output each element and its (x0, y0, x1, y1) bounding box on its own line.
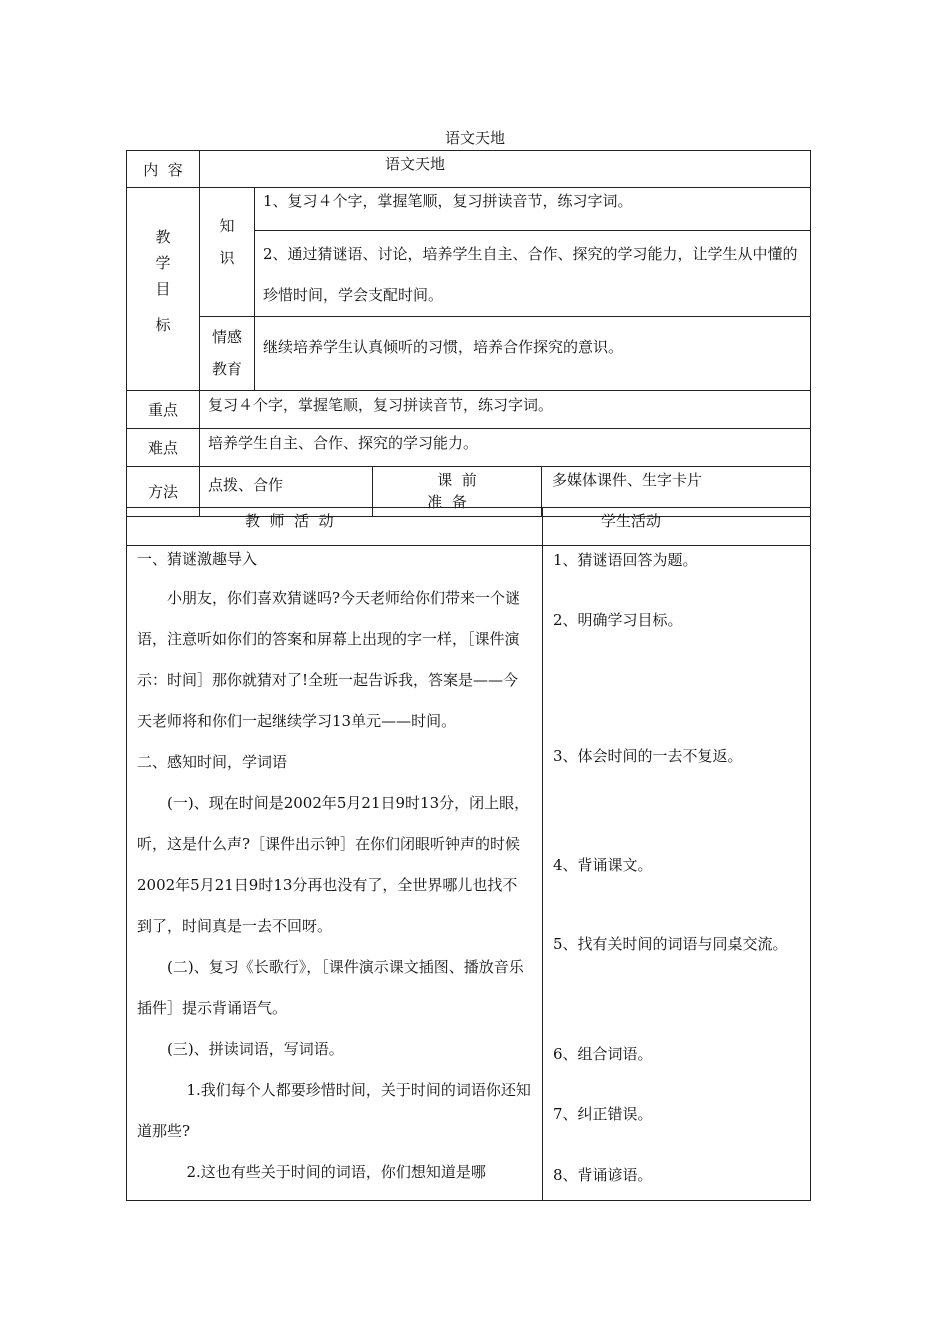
difficulty-label-cell (127, 429, 200, 467)
objectives-label-char: 目 (155, 280, 171, 298)
student-item: 2、明确学习目标。 (553, 611, 683, 629)
teacher-paragraph: 一、猜谜激趣导入 (137, 550, 258, 568)
teacher-paragraph: 二、感知时间，学词语 (137, 753, 288, 771)
content-value: 语文天地 (385, 155, 446, 173)
student-item: 7、纠正错误。 (553, 1105, 653, 1123)
student-header-cell (543, 508, 811, 546)
emotion-text: 继续培养学生认真倾听的习惯，培养合作探究的意识。 (263, 338, 624, 356)
objectives-label-char: 标 (155, 316, 171, 334)
teacher-paragraph: 小朋友，你们喜欢猜谜吗?今天老师给你们带来一个谜语，注意听如你们的答案和屏幕上出现的字一样，［课件演示：时间］那你就猜对了!全班一起告诉我，答案是——今天老师将和你们一起继续学习13单元——时间。 (137, 589, 521, 730)
objectives-label-cell (127, 188, 200, 391)
method-label: 方法 (147, 483, 178, 501)
activities-table (126, 507, 811, 1201)
prep-label-line: 课 前 (437, 471, 477, 489)
document-title: 语文天地 (444, 129, 505, 147)
objectives-label-char: 学 (155, 254, 171, 272)
knowledge-item-1-cell (255, 188, 811, 231)
knowledge-label-char: 知 (219, 217, 235, 235)
emotion-label-line: 情感 (211, 328, 242, 346)
student-item: 1、猜谜语回答为题。 (553, 551, 698, 569)
content-value-cell (200, 151, 811, 188)
teacher-paragraph: (一)、现在时间是2002年5月21日9时13分，闭上眼，听，这是什么声?［课件出示钟］在你们闭眼听钟声的时候2002年5月21日9时13分再也没有了，全世界哪儿也找不到了，时间真是一去不回呀。 (137, 794, 530, 935)
student-activities-cell (543, 546, 811, 1201)
knowledge-item: 2、通过猜谜语、讨论，培养学生自主、合作、探究的学习能力，让学生从中懂的珍惜时间，学会支配时间。 (263, 245, 798, 304)
method-value: 点拨、合作 (208, 476, 284, 494)
knowledge-label-cell (200, 188, 255, 317)
content-label: 内 容 (143, 160, 183, 179)
objectives-label-char: 教 (155, 228, 171, 246)
difficulty-value-cell (200, 429, 811, 467)
lesson-info-table (126, 150, 811, 517)
teacher-paragraph: (二)、复习《长歌行》，［课件演示课文插图、播放音乐插件］提示背诵语气。 (137, 958, 524, 1017)
teacher-paragraph: 1.我们每个人都要珍惜时间，关于时间的词语你还知道那些? (137, 1081, 531, 1140)
emotion-label-line: 教育 (211, 360, 242, 378)
emotion-text-cell (255, 317, 811, 391)
student-activities-header: 学生活动 (601, 512, 662, 530)
content-label-cell (127, 151, 200, 188)
knowledge-label-char: 识 (219, 249, 235, 267)
difficulty-label: 难点 (147, 439, 178, 457)
student-item: 5、找有关时间的词语与同桌交流。 (553, 935, 788, 953)
teacher-paragraph: 2.这也有些关于时间的词语，你们想知道是哪 (186, 1163, 486, 1181)
student-item: 8、背诵谚语。 (553, 1166, 653, 1184)
student-item: 4、背诵课文。 (553, 856, 653, 874)
key-point-label-cell (127, 391, 200, 429)
teacher-activities-header: 教 师 活 动 (245, 512, 334, 530)
prep-value: 多媒体课件、生字卡片 (552, 471, 703, 489)
student-item: 6、组合词语。 (553, 1045, 653, 1063)
key-point-label: 重点 (147, 401, 178, 419)
knowledge-item-2-cell (255, 231, 811, 317)
prep-label-line: 准 备 (427, 493, 467, 511)
difficulty-value: 培养学生自主、合作、探究的学习能力。 (208, 434, 479, 452)
key-point-value-cell (200, 391, 811, 429)
emotion-label-cell (200, 317, 255, 391)
student-item: 3、体会时间的一去不复返。 (553, 747, 743, 765)
knowledge-item: 1、复习４个字，掌握笔顺，复习拼读音节，练习字词。 (263, 192, 633, 210)
teacher-paragraph: (三)、拼读词语，写词语。 (167, 1040, 344, 1058)
teacher-header-cell (127, 508, 543, 546)
key-point-value: 复习４个字，掌握笔顺，复习拼读音节，练习字词。 (208, 396, 554, 414)
teacher-activities-cell (127, 546, 543, 1201)
